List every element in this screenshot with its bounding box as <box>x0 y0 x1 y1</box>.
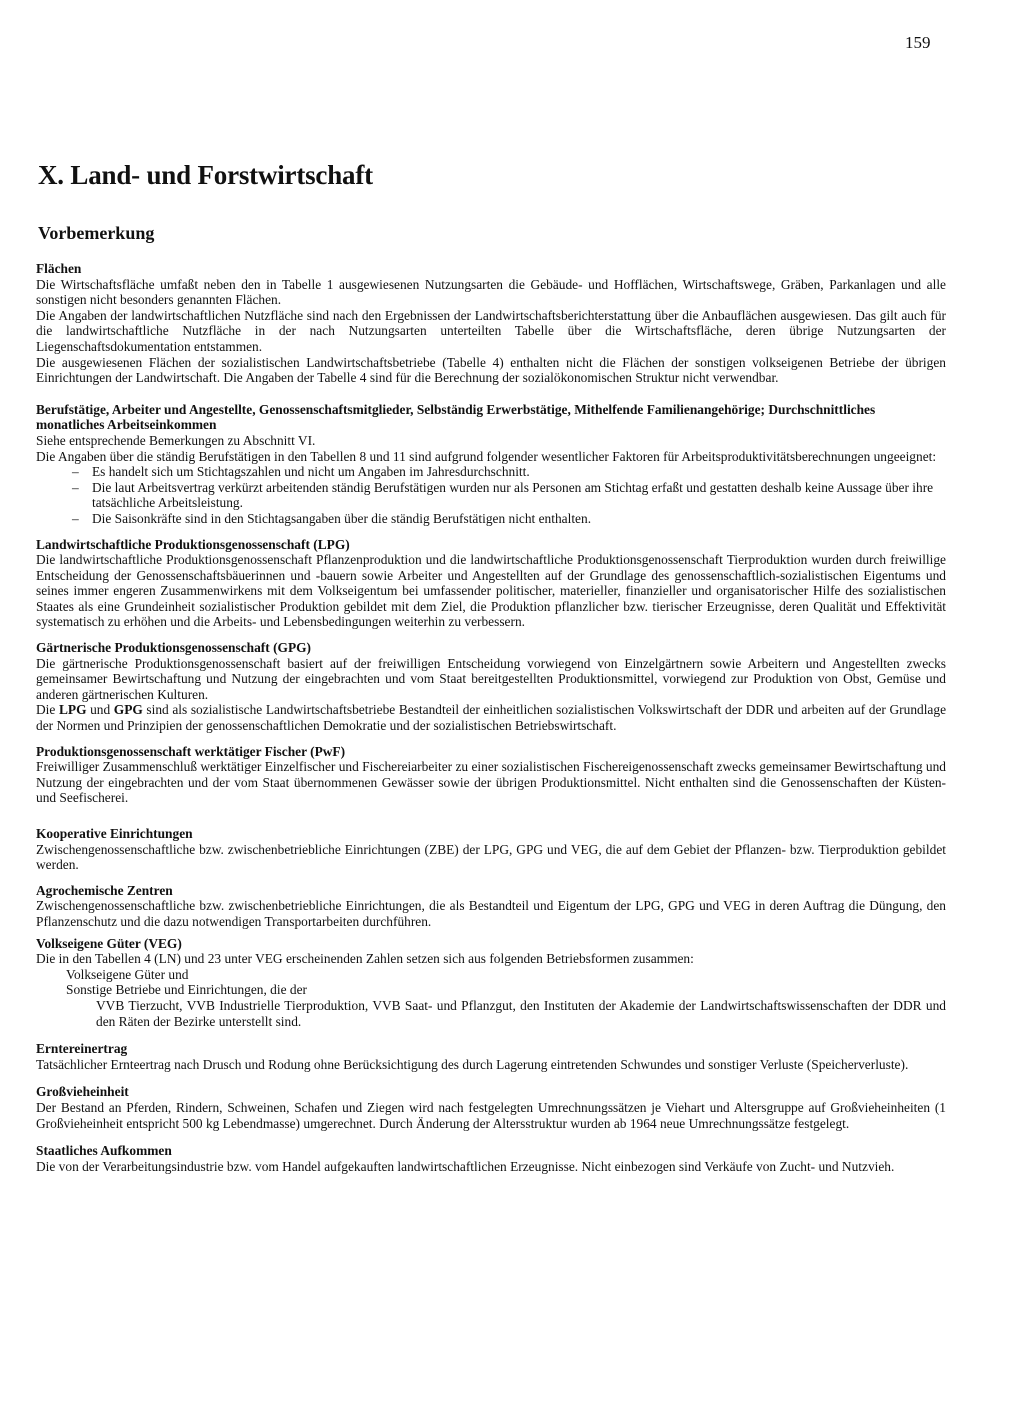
section-heading: Landwirtschaftliche Produktionsgenossenschaft (LPG) <box>36 536 350 552</box>
section-heading: Gärtnerische Produktionsgenossenschaft (GPG) <box>36 640 311 656</box>
section-heading: Erntereinertrag <box>36 1041 128 1057</box>
section-heading: Staatliches Aufkommen <box>36 1143 172 1159</box>
section-heading: Flächen <box>36 261 82 276</box>
section-agrochemische-zentren <box>36 883 946 930</box>
text-fragment: sind als sozialistische Landwirtschaftsbetriebe Bestandteil der einheitlichen sozialistischen Volkswirtschaft der DDR und arbeiten auf der Grundlage der Normen und Prinzipien der genossenschaftlichen Demokratie und der sozialistischen Betriebswirtschaft. <box>36 702 947 734</box>
section-grossvieheinheit <box>36 1084 946 1131</box>
section-heading: Kooperative Einrichtungen <box>36 826 193 841</box>
section-heading: Berufstätige, Arbeiter und Angestellte, Genossenschaftsmitglieder, Selbständig Erwerbstätige, Mithelfende Familienangehörige; Durchschnittliches monatliches Arbeitseinkommen <box>36 401 876 433</box>
paragraph: Die von der Verarbeitungsindustrie bzw. vom Handel aufgekauften landwirtschaftlichen Erzeugnisse. Nicht einbezogen sind Verkäufe von Zucht- und Nutzvieh. <box>36 1158 895 1174</box>
paragraph: Die ausgewiesenen Flächen der sozialistischen Landwirtschaftsbetriebe (Tabelle 4) enthalten nicht die Flächen der sonstigen volkseigenen Betriebe der übrigen Einrichtungen der Landwirtschaft. Die Angaben der Tabelle 4 sind für die Berechnung der sozialökonomischen Struktur nicht verwendbar. <box>36 354 946 386</box>
bold-term-gpg: GPG <box>113 702 143 718</box>
section-pwf <box>36 744 946 806</box>
section-berufstaetige <box>36 402 946 527</box>
bold-term-lpg: LPG <box>58 702 87 718</box>
section-lpg <box>36 537 946 631</box>
paragraph: Freiwilliger Zusammenschluß werktätiger Einzelfischer und Fischereiarbeiter zu einer sozialistischen Fischereigenossenschaft zwecks gemeinsamer Bewirtschaftung und Nutzung der eingebrachten und der vom Staat übernommenen Gewässer sowie der übrigen Produktionsmittel. Nicht enthalten sind die Genossenschaften der Küsten- und Seefischerei. <box>36 759 946 806</box>
paragraph: Die landwirtschaftliche Produktionsgenossenschaft Pflanzenproduktion und die landwirtschaftliche Produktionsgenossenschaft Tierproduktion wurden durch freiwillige Entscheidung der Genossenschaftsbäuerinnen und -bauern sowie Arbeiter und Angestellten auf der Grundlage des genossenschaftlich-sozialistischen Eigentums und seines immer engeren Zusammenwirkens mit dem Volkseigentum bei umfassender politischer, materieller, finanzieller und organisatorischer Hilfe des sozialistischen Staates als eine Grundeinheit sozialistischer Produktion gebildet mit dem Ziel, die Produktion pflanzlicher bzw. tierischer Erzeugnisse, deren Qualität und Effektivität systematisch zu erhöhen und die Arbeits- und Lebensbedingungen weiterhin zu verbessern. <box>36 552 946 630</box>
section-heading: Großvieheinheit <box>36 1084 129 1100</box>
paragraph: Die in den Tabellen 4 (LN) und 23 unter VEG erscheinenden Zahlen setzen sich aus folgenden Betriebsformen zusammen: <box>36 951 694 967</box>
section-erntereinertrag <box>36 1041 946 1072</box>
chapter-title: X. Land- und Forstwirtschaft <box>38 160 373 190</box>
paragraph: Der Bestand an Pferden, Rindern, Schweinen, Schafen und Ziegen wird nach festgelegten Umrechnungssätzen je Viehart und Altersgruppe auf Großvieheinheiten (1 Großvieheinheit entspricht 500 kg Lebendmasse) umgerechnet. Durch Änderung der Altersstruktur wurden ab 1964 neue Umrechnungssätze festgelegt. <box>36 1099 946 1131</box>
paragraph-indented: Sonstige Betriebe und Einrichtungen, die der <box>66 982 307 998</box>
section-heading: Volkseigene Güter (VEG) <box>36 935 182 951</box>
paragraph: Zwischengenossenschaftliche bzw. zwischenbetriebliche Einrichtungen, die als Bestandteil und Eigentum der LPG, GPG und VEG in deren Auftrag die Düngung, den Pflanzenschutz und die dazu notwendigen Transportarbeiten durchführen. <box>36 898 946 929</box>
paragraph: Die gärtnerische Produktionsgenossenschaft basiert auf der freiwilligen Entscheidung vorwiegend von Einzelgärtnern sowie Arbeitern und Angestellten zwecks gemeinsamer Bewirtschaftung und Nutzung der eingebrachten und vom Staat bereitgestellten Produktionsmittel, vorwiegend zur Produktion von Obst, Gemüse und anderen gärtnerischen Kulturen. <box>36 655 946 702</box>
paragraph: Zwischengenossenschaftliche bzw. zwischenbetriebliche Einrichtungen (ZBE) der LPG, GPG und VEG, die auf dem Gebiet der Pflanzen- bzw. Tierproduktion gebildet werden. <box>36 841 946 873</box>
list-item: – Es handelt sich um Stichtagszahlen und nicht um Angaben im Jahresdurchschnitt. <box>36 464 946 480</box>
paragraph: Die Angaben über die ständig Berufstätigen in den Tabellen 8 und 11 sind aufgrund folgender wesentlicher Faktoren für Arbeitsproduktivitätsberechnungen ungeeignet: <box>36 448 937 464</box>
section-staatliches-aufkommen <box>36 1143 946 1174</box>
paragraph: Die Angaben der landwirtschaftlichen Nutzfläche sind nach den Ergebnissen der Landwirtschaftsberichterstattung über die Anbauflächen ausgewiesen. Das gilt auch für die landwirtschaftliche Nutzfläche in der nach Nutzungsarten unterteilten Tabelle über die Wirtschaftsfläche, deren übrige Nutzungsarten der Liegenschaftsdokumentation entstammen. <box>36 307 946 354</box>
section-title: Vorbemerkung <box>38 223 155 243</box>
section-heading: Produktionsgenossenschaft werktätiger Fischer (PwF) <box>36 743 346 759</box>
paragraph: Tatsächlicher Ernteertrag nach Drusch und Rodung ohne Berücksichtigung des durch Lagerung eintretenden Schwundes und sonstiger Verluste (Speicherverluste). <box>36 1056 909 1072</box>
section-gpg <box>36 640 946 734</box>
section-heading: Agrochemische Zentren <box>36 882 173 898</box>
text-fragment: und <box>86 702 114 718</box>
section-flaechen <box>36 261 946 386</box>
section-kooperative <box>36 826 946 873</box>
list-item: – Die laut Arbeitsvertrag verkürzt arbeitenden ständig Berufstätigen wurden nur als Personen am Stichtag erfaßt und gestatten deshalb keine Aussage über ihre tatsächliche Arbeitsleistung. <box>36 480 946 511</box>
paragraph-indented: Volkseigene Güter und <box>66 966 189 982</box>
section-veg <box>36 936 946 1030</box>
page-number: 159 <box>905 33 931 52</box>
bullet-list <box>36 464 946 526</box>
document-body <box>36 261 946 1174</box>
paragraph-indented: VVB Tierzucht, VVB Industrielle Tierproduktion, VVB Saat- und Pflanzgut, den Instituten der Akademie der Landwirtschaftswissenschaften der DDR und den Räten der Bezirke unterstellt sind. <box>96 997 946 1029</box>
paragraph <box>36 702 946 733</box>
paragraph: Siehe entsprechende Bemerkungen zu Abschnitt VI. <box>36 432 316 448</box>
paragraph: Die Wirtschaftsfläche umfaßt neben den in Tabelle 1 ausgewiesenen Nutzungsarten die Gebäude- und Hofflächen, Wirtschaftswege, Gräben, Parkanlagen und alle sonstigen nicht besonders genannten Flächen. <box>36 276 946 308</box>
list-item: – Die Saisonkräfte sind in den Stichtagsangaben über die ständig Berufstätigen nicht enthalten. <box>36 511 946 527</box>
text-fragment: Die <box>36 702 59 718</box>
